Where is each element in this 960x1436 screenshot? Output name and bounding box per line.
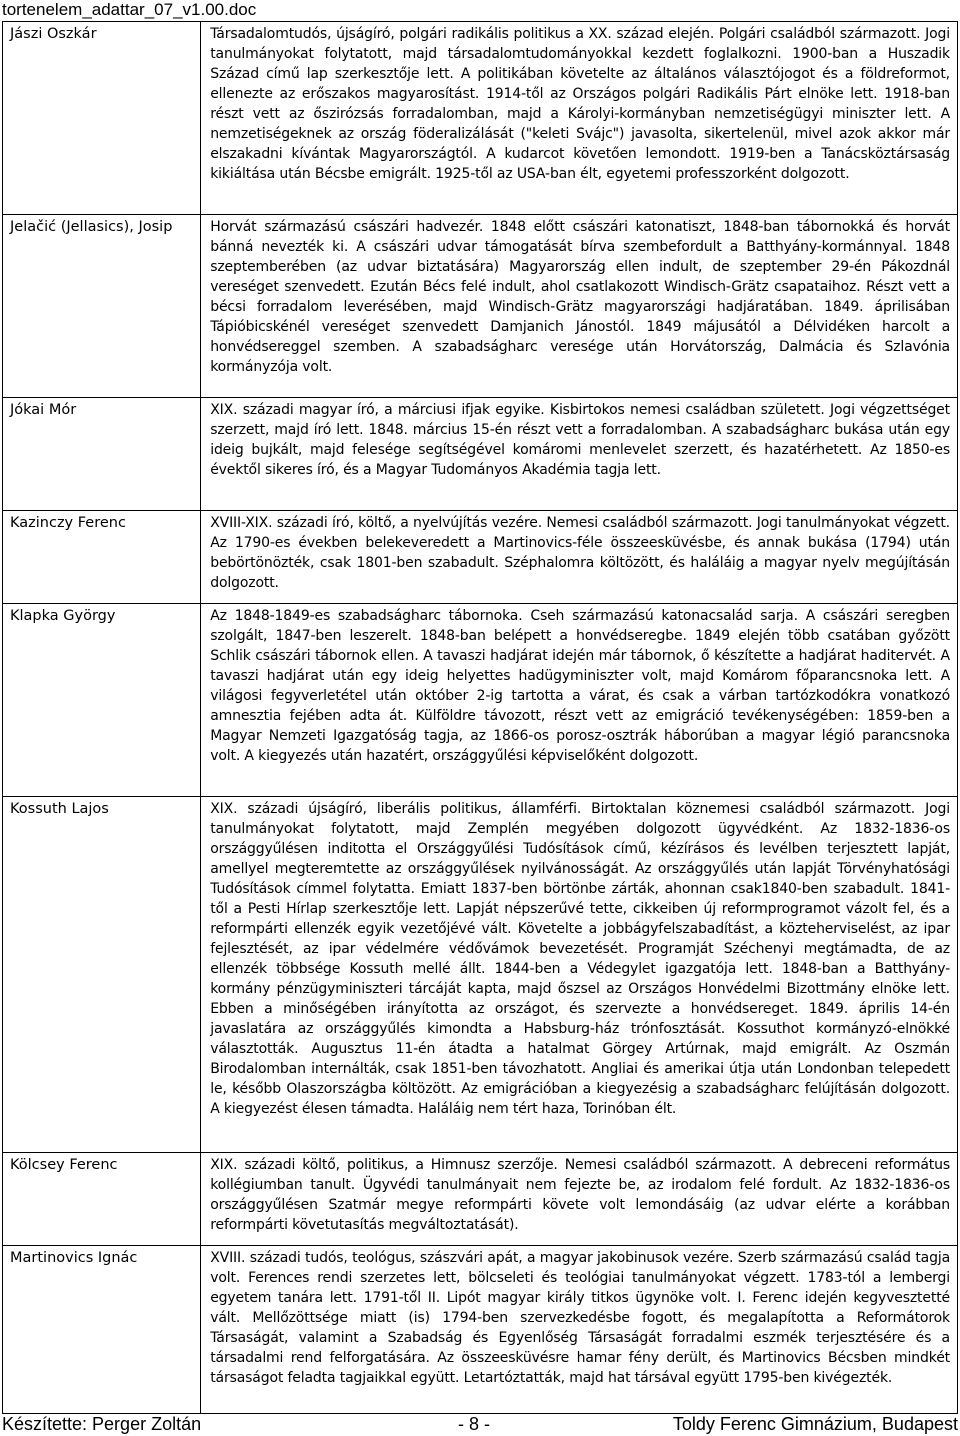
table-row <box>3 1246 958 1414</box>
description-text: XIX. századi magyar író, a márciusi ifjak egyike. Kisbirtokos nemesi családban született. Jogi végzettséget szerzett, majd író lett. 1848. március 15-én részt vett a forradalomban. A szabadságharc bukása után egy ideig bujkált, majd felesége segítségével komáromi menlevelet szerzett, és hazatérhetett. Az 1850-es évektől sikeres író, és a Magyar Tudományos Akadémia tagja lett. <box>210 402 950 478</box>
person-name: Jókai Mór <box>3 398 201 511</box>
biography-table <box>2 21 958 1414</box>
description-text: XIX. századi költő, politikus, a Himnusz szerzője. Nemesi családból származott. A debreceni református kollégiumban tanult. Ügyvédi tanulmányait nem fejezte be, az irodalom felé fordult. Az 1832-1836-os országgyűlésen Szatmár megye reformpárti követe volt lemondásáig (az udvar elérte a korábban reformpárti követutasítás megváltoztatását). <box>210 1157 950 1233</box>
table-row <box>3 511 958 604</box>
person-description <box>201 604 958 797</box>
table-row <box>3 797 958 1153</box>
footer-page-number: - 8 - <box>458 1414 491 1434</box>
person-name: Kossuth Lajos <box>3 797 201 1153</box>
person-description <box>201 1246 958 1414</box>
person-name: Kazinczy Ferenc <box>3 511 201 604</box>
person-description <box>201 1153 958 1246</box>
table-row <box>3 398 958 511</box>
footer-author: Készítette: Perger Zoltán <box>2 1414 202 1434</box>
description-text: XVIII-XIX. századi író, költő, a nyelvújítás vezére. Nemesi családból származott. Jogi tanulmányokat végzett. Az 1790-es években belekeveredett a Martinovics-féle összeesküvésbe, és annak bukása (1794) után bebörtönözték, csak 1801-ben szabadult. Széphalomra költözött, és haláláig a magyar nyelv megújításán dolgozott. <box>210 515 950 591</box>
description-text: Az 1848-1849-es szabadságharc tábornoka. Cseh származású katonacsalád sarja. A császári seregben szolgált, 1847-ben leszerelt. 1848-ban belépett a honvédseregbe. 1849 elején több csatában győzött Schlik császári tábornok ellen. A tavaszi hadjárat idején már tábornok, ő készítette a hadjárat haditervét. A tavaszi hadjárat után egy ideig helyettes hadügyminiszter volt, majd Komárom főparancsnoka lett. A világosi fegyverletétel után október 2-ig tartotta a várat, és csak a várban tartózkodókra vonatkozó amnesztia fejében adta át. Külföldre távozott, részt vett az emigráció tevékenységében: 1859-ben a Magyar Nemzeti Igazgatóság tagja, az 1866-os porosz-osztrák háborúban a magyar légió parancsnoka volt. A kiegyezés után hazatért, országgyűlési képviselőként dolgozott. <box>210 608 950 764</box>
table-row <box>3 1153 958 1246</box>
person-description <box>201 797 958 1153</box>
person-description <box>201 22 958 215</box>
footer-school: Toldy Ferenc Gimnázium, Budapest <box>672 1414 958 1434</box>
description-text: Horvát származású császári hadvezér. 1848 előtt császári katonatiszt, 1848-ban tábornokká és horvát bánná nevezték ki. A császári udvar támogatását bírva szembefordult a Batthyány-kormánnyal. 1848 szeptemberében (az udvar biztatására) Magyarország ellen indult, de szeptember 29-én Pákozdnál vereséget szenvedett. Ezután Bécs felé indult, ahol csatlakozott Windisch-Grätz csapataihoz. Részt vett a bécsi forradalom leverésében, majd Windisch-Grätz magyarországi hadjáratában. 1849. áprilisában Tápióbicskénél vereséget szenvedett Damjanich Jánostól. 1849 májusától a Délvidéken harcolt a honvédsereggel szemben. A szabadságharc veresége után Horvátország, Dalmácia és Szlavónia kormányzója volt. <box>210 219 950 375</box>
table-row <box>3 22 958 215</box>
table-row <box>3 215 958 398</box>
person-description <box>201 215 958 398</box>
person-name: Jászi Oszkár <box>3 22 201 215</box>
person-description <box>201 511 958 604</box>
person-name: Jelačić (Jellasics), Josip <box>3 215 201 398</box>
description-text: XVIII. századi tudós, teológus, szászvári apát, a magyar jakobinusok vezére. Szerb származású család tagja volt. Ferences rendi szerzetes lett, bölcseleti és teológiai tanulmányokat végzett. 1783-tól a lembergi egyetem tanára lett. 1791-től II. Lipót magyar király titkos ügynöke volt. I. Ferenc idején kegyvesztetté vált. Mellőzöttsége miatt (is) 1794-ben szervezkedésbe fogott, és megalapította a Reformátorok Társaságát, valamint a Szabadság és Egyenlőség Társaságát forradalmi eszmék terjesztésére és a társadalmi rend felforgatására. Az összeesküvésre hamar fény derült, és Martinovics Bécsben mindkét társaságot feladta tagjaikkal együtt. Letartóztatták, majd hat társával együtt 1795-ben kivégezték. <box>210 1250 950 1386</box>
description-text: XIX. századi újságíró, liberális politikus, államférfi. Birtoktalan köznemesi családból származott. Jogi tanulmányokat folytatott, majd Zemplén megyében dolgozott ügyvédként. Az 1832-1836-os országgyűlésen inditotta el Országgyűlési Tudósítások című, kézírásos és levélben terjesztett lapját, amellyel megteremtette az országgyűlések nyilvánosságát. Az országgyűlés után lapját Törvényhatósági Tudósítások címmel folytatta. Emiatt 1837-ben börtönbe zárták, ahonnan csak1840-ben szabadult. 1841-től a Pesti Hírlap szerkesztője lett. Lapját népszerűvé tette, cikkeiben új reformprogramot vázolt fel, és a reformpárti ellenzék egyik vezetőjévé vált. Követelte a jobbágyfelszabadítást, a közteherviselést, az ipar fejlesztését, az ipar védelmére védővámok bevezetését. Programját Széchenyi megtámadta, de az ellenzék többsége Kossuth mellé állt. 1844-ben a Védegylet igazgatója lett. 1848-ban a Batthyány-kormány pénzügyminiszteri tárcáját kapta, majd őszsel az Országos Honvédelmi Bizottmány elnöke lett. Ebben a minőségében irányította az országot, és szervezte a honvédsereget. 1849. április 14-én javaslatára az országgyűlés kimondta a Habsburg-ház trónfosztását. Kossuthot kormányzó-elnökké választották. Augusztus 11-én átadta a hatalmat Görgey Artúrnak, majd emigrált. Az Oszmán Birodalomban internálták, csak 1851-ben távozhatott. Angliai és amerikai útja után Londonban telepedett le, később Olaszországba költözött. Az emigrációban a kiegyezésig a szabadságharc felújításán dolgozott. A kiegyezést élesen támadta. Haláláig nem tért haza, Torinóban élt. <box>210 801 950 1117</box>
person-name: Martinovics Ignác <box>3 1246 201 1414</box>
description-text: Társadalomtudós, újságíró, polgári radikális politikus a XX. század elején. Polgári családból származott. Jogi tanulmányokat folytatott, majd társadalomtudományokkal kezdett foglalkozni. 1900-ban a Huszadik Század című lap szerkesztője lett. A politikában követelte az általános választójogot és a földreformot, ellenezte az erőszakos magyarosítást. 1914-től az Országos polgári Radikális Párt elnöke lett. 1918-ban részt vett az őszirózsás forradalomban, majd a Károlyi-kormányban nemzetiségügyi miniszter lett. A nemzetiségeknek az ország föderalizálását ("keleti Svájc") javasolta, sikertelenül, mivel azok akkor már elszakadni kívántak Magyarországtól. A kudarcot követően lemondott. 1919-ben a Tanácsköztársaság kikiáltása után Bécsbe emigrált. 1925-től az USA-ban élt, egyetemi professzorként dolgozott. <box>210 26 950 182</box>
person-name: Kölcsey Ferenc <box>3 1153 201 1246</box>
document-filename: tortenelem_adattar_07_v1.00.doc <box>2 0 257 19</box>
table-row <box>3 604 958 797</box>
person-name: Klapka György <box>3 604 201 797</box>
person-description <box>201 398 958 511</box>
